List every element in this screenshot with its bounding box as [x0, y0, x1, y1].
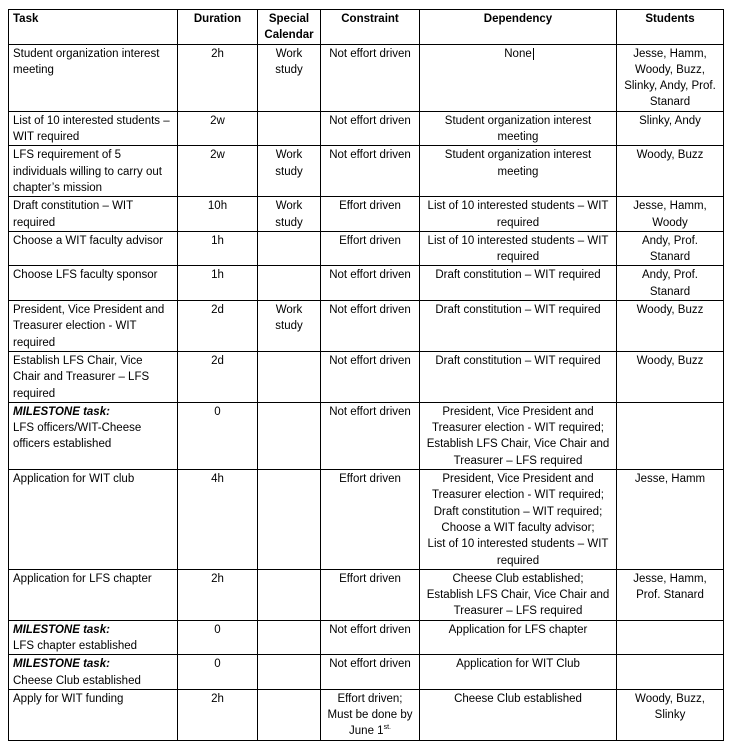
students-cell[interactable]	[617, 402, 724, 469]
task-cell[interactable]	[9, 231, 178, 266]
milestone-label: MILESTONE task:	[13, 658, 110, 671]
dependency-cell[interactable]	[420, 266, 617, 301]
dependency-item: Draft constitution – WIT required	[435, 354, 601, 367]
students-text: Slinky, Andy	[639, 114, 701, 127]
constraint-cell[interactable]	[321, 44, 420, 111]
task-name: President, Vice President and Treasurer election - WIT required	[13, 304, 165, 349]
students-cell[interactable]	[617, 44, 724, 111]
constraint-cell-text: Not effort driven	[329, 304, 411, 317]
students-text: Jesse, Hamm, Woody, Buzz, Slinky, Andy, Prof. Stanard	[624, 47, 716, 109]
constraint-cell[interactable]	[321, 470, 420, 570]
students-text: Jesse, Hamm, Woody	[633, 200, 707, 229]
duration-cell-text: 2w	[210, 149, 225, 162]
constraint-cell[interactable]	[321, 655, 420, 690]
task-cell[interactable]	[9, 111, 178, 146]
constraint-cell-text: Not effort driven	[329, 658, 411, 671]
table-row	[9, 231, 724, 266]
constraint-cell[interactable]	[321, 402, 420, 469]
constraint-cell-text: Effort driven	[339, 200, 401, 213]
table-row	[9, 351, 724, 402]
special-calendar-cell-text: Work study	[275, 200, 303, 229]
duration-cell[interactable]	[178, 620, 258, 655]
dependency-cell[interactable]	[420, 231, 617, 266]
task-name: Student organization interest meeting	[13, 47, 160, 76]
special-calendar-cell[interactable]	[258, 655, 321, 690]
dependency-cell[interactable]	[420, 301, 617, 352]
students-text: Woody, Buzz	[636, 149, 704, 162]
duration-cell-text: 0	[214, 658, 221, 671]
students-cell[interactable]	[617, 351, 724, 402]
constraint-cell-text: Effort driven	[339, 572, 401, 585]
students-text: Jesse, Hamm, Prof. Stanard	[633, 572, 707, 602]
special-calendar-cell[interactable]	[258, 44, 321, 111]
dependency-cell[interactable]	[420, 655, 617, 690]
table-row	[9, 111, 724, 146]
dependency-item: Draft constitution – WIT required;	[433, 505, 603, 518]
constraint-cell-text: Not effort driven	[329, 269, 411, 282]
dependency-item: Choose a WIT faculty advisor;	[441, 521, 595, 534]
students-cell[interactable]	[617, 301, 724, 352]
students-text: Andy, Prof. Stanard	[641, 269, 699, 298]
constraint-cell[interactable]	[321, 266, 420, 301]
special-calendar-cell[interactable]	[258, 569, 321, 620]
duration-cell[interactable]	[178, 301, 258, 352]
constraint-cell[interactable]	[321, 111, 420, 146]
constraint-cell-text: Not effort driven	[329, 47, 411, 60]
constraint-cell[interactable]	[321, 620, 420, 655]
task-name: LFS requirement of 5 individuals willing to carry out chapter’s mission	[13, 149, 162, 194]
duration-cell[interactable]	[178, 44, 258, 111]
students-cell[interactable]	[617, 146, 724, 197]
students-text: Woody, Buzz	[636, 354, 704, 367]
special-calendar-cell[interactable]	[258, 266, 321, 301]
dependency-cell[interactable]	[420, 620, 617, 655]
constraint-cell-text: Effort driven	[339, 473, 401, 486]
duration-cell[interactable]	[178, 197, 258, 232]
special-calendar-cell[interactable]	[258, 231, 321, 266]
task-table	[8, 9, 724, 741]
task-name: Choose LFS faculty sponsor	[13, 269, 158, 282]
duration-cell-text: 10h	[207, 200, 228, 213]
constraint-cell[interactable]	[321, 146, 420, 197]
duration-cell[interactable]	[178, 470, 258, 570]
students-cell[interactable]	[617, 111, 724, 146]
dependency-cell[interactable]	[420, 146, 617, 197]
duration-cell[interactable]	[178, 266, 258, 301]
task-name: Choose a WIT faculty advisor	[13, 234, 163, 247]
dependency-item: Draft constitution – WIT required	[435, 304, 601, 317]
task-name: Draft constitution – WIT required	[13, 200, 133, 229]
students-cell[interactable]	[617, 655, 724, 690]
dependency-item: President, Vice President and Treasurer election - WIT required;	[432, 405, 604, 435]
table-row	[9, 655, 724, 690]
constraint-cell[interactable]	[321, 231, 420, 266]
duration-cell-text: 2d	[211, 354, 224, 367]
dependency-item: Student organization interest meeting	[444, 149, 592, 178]
dependency-cell[interactable]	[420, 351, 617, 402]
header-students: Students	[617, 10, 724, 45]
header-task: Task	[9, 10, 178, 45]
special-calendar-cell-text: Work study	[275, 304, 303, 333]
table-row	[9, 569, 724, 620]
students-text: Woody, Buzz	[636, 304, 704, 317]
special-calendar-cell[interactable]	[258, 197, 321, 232]
ordinal-suffix: st.	[383, 724, 391, 732]
constraint-cell-text: Effort driven	[339, 234, 401, 247]
header-constraint: Constraint	[321, 10, 420, 45]
duration-cell-text: 2w	[210, 114, 225, 127]
task-cell[interactable]	[9, 620, 178, 655]
task-name: Cheese Club established	[13, 674, 141, 687]
students-cell[interactable]	[617, 470, 724, 570]
duration-cell[interactable]	[178, 111, 258, 146]
duration-cell-text: 4h	[211, 473, 224, 486]
special-calendar-cell-text: Work study	[275, 149, 303, 178]
duration-cell[interactable]	[178, 402, 258, 469]
students-text: Jesse, Hamm	[634, 473, 706, 486]
constraint-cell-text: Not effort driven	[329, 405, 411, 418]
task-cell[interactable]	[9, 266, 178, 301]
students-cell[interactable]	[617, 569, 724, 620]
duration-cell[interactable]	[178, 569, 258, 620]
dependency-item: List of 10 interested students – WIT required	[427, 200, 609, 229]
special-calendar-cell[interactable]	[258, 146, 321, 197]
dependency-item: Establish LFS Chair, Vice Chair and Treasurer – LFS required	[426, 589, 610, 618]
task-cell[interactable]	[9, 470, 178, 570]
duration-cell-text: 1h	[211, 234, 224, 247]
dependency-cell[interactable]	[420, 470, 617, 570]
table-row	[9, 266, 724, 301]
constraint-cell[interactable]	[321, 301, 420, 352]
table-row	[9, 470, 724, 570]
dependency-item: List of 10 interested students – WIT required	[427, 234, 609, 264]
dependency-cell[interactable]	[420, 197, 617, 232]
milestone-label: MILESTONE task:	[13, 623, 110, 636]
constraint-cell[interactable]	[321, 351, 420, 402]
dependency-item: Establish LFS Chair, Vice Chair and Treasurer – LFS required	[426, 438, 610, 467]
duration-cell-text: 2d	[211, 304, 224, 317]
header-dependency: Dependency	[420, 10, 617, 45]
duration-cell-text: 2h	[211, 692, 224, 705]
special-calendar-cell[interactable]	[258, 620, 321, 655]
task-cell[interactable]	[9, 44, 178, 111]
table-row	[9, 402, 724, 469]
constraint-cell-text: Not effort driven	[329, 149, 411, 162]
special-calendar-cell[interactable]	[258, 351, 321, 402]
text-cursor	[533, 48, 534, 60]
dependency-cell[interactable]	[420, 402, 617, 469]
duration-cell-text: 1h	[211, 269, 224, 282]
task-cell[interactable]	[9, 146, 178, 197]
duration-cell-text: 2h	[211, 572, 224, 585]
task-name: LFS officers/WIT-Cheese officers established	[13, 422, 142, 451]
students-text: Woody, Buzz, Slinky	[635, 692, 705, 722]
constraint-cell-text: Not effort driven	[329, 623, 411, 636]
special-calendar-cell[interactable]	[258, 301, 321, 352]
table-row	[9, 44, 724, 111]
task-name: List of 10 interested students – WIT required	[13, 114, 170, 144]
duration-cell[interactable]	[178, 231, 258, 266]
constraint-cell-text: Not effort driven	[329, 354, 411, 367]
students-text: Andy, Prof. Stanard	[641, 234, 699, 264]
header-special-calendar: Special Calendar	[258, 10, 321, 45]
dependency-item: Application for WIT Club	[456, 658, 580, 671]
special-calendar-cell[interactable]	[258, 470, 321, 570]
duration-cell[interactable]	[178, 146, 258, 197]
students-cell[interactable]	[617, 620, 724, 655]
table-row	[9, 146, 724, 197]
task-cell[interactable]	[9, 569, 178, 620]
special-calendar-cell[interactable]	[258, 111, 321, 146]
task-cell[interactable]	[9, 197, 178, 232]
dependency-item: Student organization interest meeting	[444, 114, 592, 144]
duration-cell[interactable]	[178, 655, 258, 690]
task-cell[interactable]	[9, 351, 178, 402]
header-row	[9, 10, 724, 45]
milestone-label: MILESTONE task:	[13, 405, 110, 418]
duration-cell-text: 0	[214, 623, 221, 636]
table-row	[9, 301, 724, 352]
header-duration: Duration	[178, 10, 258, 45]
task-name: Establish LFS Chair, Vice Chair and Treasurer – LFS required	[13, 354, 150, 400]
table-row	[9, 197, 724, 232]
dependency-item: President, Vice President and Treasurer election - WIT required;	[432, 473, 604, 502]
constraint-cell[interactable]	[321, 197, 420, 232]
dependency-item: Draft constitution – WIT required	[435, 269, 601, 282]
task-name: Apply for WIT funding	[13, 692, 124, 705]
dependency-item: None	[504, 47, 532, 60]
dependency-item: Cheese Club established	[454, 692, 582, 705]
duration-cell[interactable]	[178, 351, 258, 402]
duration-cell-text: 2h	[211, 47, 224, 60]
special-calendar-cell-text: Work study	[275, 47, 303, 76]
constraint-cell-text: Effort driven; Must be done by June 1	[327, 692, 413, 738]
dependency-cell[interactable]	[420, 44, 617, 111]
constraint-cell[interactable]	[321, 569, 420, 620]
students-cell[interactable]	[617, 266, 724, 301]
dependency-item: Application for LFS chapter	[448, 623, 588, 636]
constraint-cell-text: Not effort driven	[329, 114, 411, 127]
dependency-cell[interactable]	[420, 569, 617, 620]
task-cell[interactable]	[9, 301, 178, 352]
duration-cell-text: 0	[214, 405, 221, 418]
task-cell[interactable]	[9, 655, 178, 690]
students-cell[interactable]	[617, 231, 724, 266]
students-cell[interactable]	[617, 197, 724, 232]
special-calendar-cell[interactable]	[258, 402, 321, 469]
dependency-item: List of 10 interested students – WIT required	[427, 538, 609, 567]
task-name: Application for LFS chapter	[13, 572, 152, 585]
task-cell[interactable]	[9, 402, 178, 469]
task-name: Application for WIT club	[13, 473, 135, 486]
dependency-cell[interactable]	[420, 111, 617, 146]
dependency-item: Cheese Club established;	[452, 572, 584, 585]
table-row	[9, 620, 724, 655]
task-name: LFS chapter established	[13, 639, 138, 652]
